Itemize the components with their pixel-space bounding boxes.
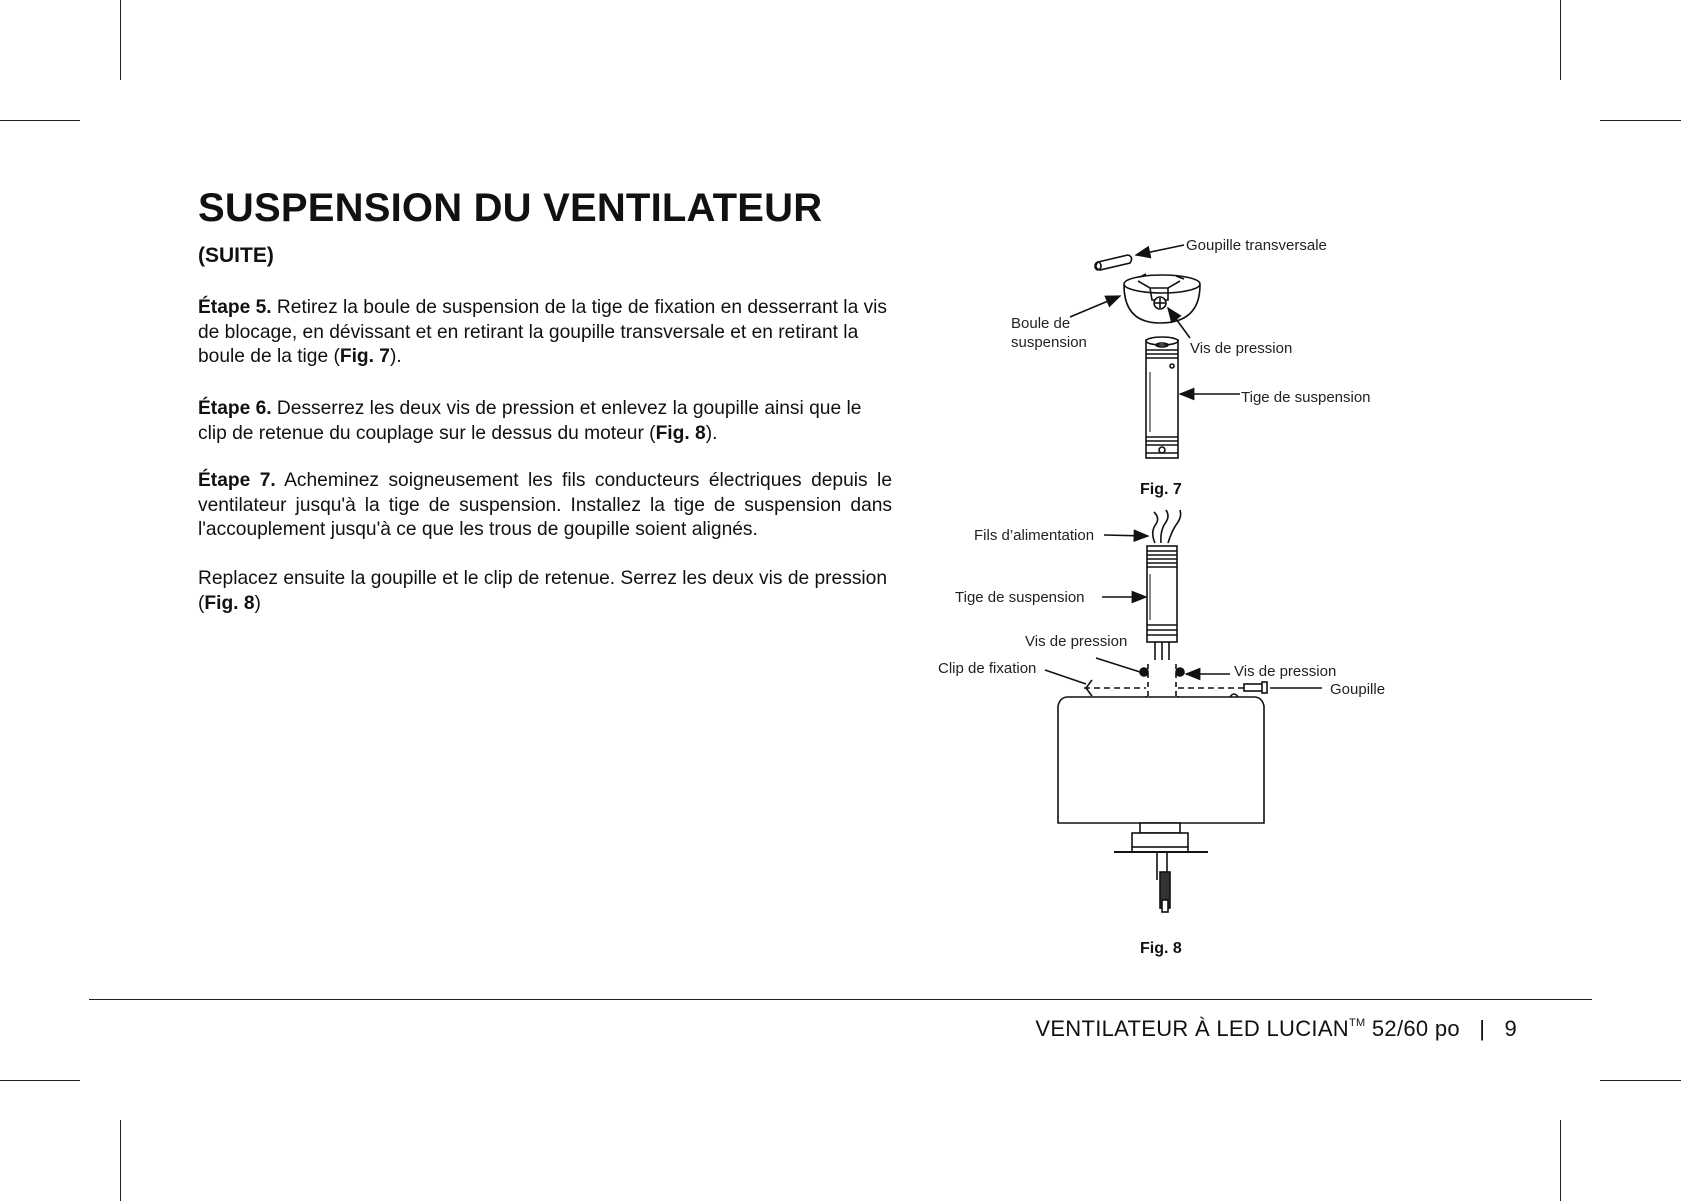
closing-text: Replacez ensuite la goupille et le clip de retenue. Serrez les deux vis de pression ( (198, 568, 888, 614)
step-5-text: Retirez la boule de suspension de la tige de fixation en desserrant la vis de blocage, en dévissant et en retirant la goupille transversale et en retirant la boule de la tige ( (198, 297, 888, 367)
connector-icon (1157, 852, 1170, 912)
coupling-icon (1084, 664, 1250, 700)
footer-trademark: TM (1349, 1017, 1366, 1029)
step-5-fig-ref: Fig. 7 (339, 346, 390, 367)
fig-8-caption: Fig. 8 (1140, 940, 1182, 957)
cross-pin-icon (1095, 255, 1132, 270)
motor-housing-icon (1058, 694, 1264, 852)
step-6-fig-ref: Fig. 8 (655, 422, 706, 444)
footer-product: VENTILATEUR À LED LUCIAN (1035, 1016, 1349, 1041)
fig-8-label-pin: Goupille (1330, 681, 1386, 698)
step-6-text-end: ). (705, 422, 718, 444)
fig-8-label-downrod: Tige de suspension (955, 589, 1085, 606)
step-5-label: Étape 5. (198, 297, 272, 318)
page-number: 9 (1504, 1016, 1517, 1041)
fig-7-label-set-screw: Vis de pression (1190, 340, 1293, 357)
step-6-text: Desserrez les deux vis de pression et enlevez la goupille ainsi que le clip de retenue du couplage sur le dessus du moteur ( (198, 398, 862, 444)
footer-separator: | (1479, 1016, 1486, 1041)
fig-8-label-clip: Clip de fixation (938, 660, 1037, 677)
page-title: SUSPENSION DU VENTILATEUR (198, 186, 823, 230)
downrod-icon (1147, 546, 1177, 660)
step-7-text: Acheminez soigneusement les fils conducteurs électriques depuis le ventilateur jusqu'à la tige de suspension. Installez la tige de suspension dans l'accouplement jusqu'à ce que les trous de goupille soient alignés. (198, 470, 892, 540)
hanger-ball-icon (1124, 274, 1200, 323)
fig-7-label-ball-1: Boule de (1011, 315, 1071, 332)
page-subtitle: (SUITE) (198, 244, 274, 267)
fig-7-label-downrod: Tige de suspension (1241, 389, 1371, 406)
fig-7-label-cross-pin: Goupille transversale (1186, 237, 1327, 254)
page-footer (1035, 1016, 1517, 1042)
fig-7-caption: Fig. 7 (1140, 481, 1182, 498)
power-wires-icon (1153, 510, 1181, 543)
step-6-label: Étape 6. (198, 398, 272, 419)
step-5-text-end: ). (389, 346, 402, 367)
downrod-icon (1146, 337, 1178, 458)
fig-7-label-ball-2: suspension (1011, 334, 1087, 351)
closing-fig-ref: Fig. 8 (204, 592, 255, 614)
footer-size: 52/60 po (1365, 1016, 1460, 1041)
fig-8-label-set-screw-left: Vis de pression (1025, 633, 1128, 650)
step-7-label: Étape 7. (198, 470, 276, 491)
fig-8-label-set-screw-right: Vis de pression (1234, 663, 1337, 680)
pin-icon (1244, 682, 1267, 693)
closing-text-end: ) (254, 592, 261, 614)
footer-divider (89, 999, 1592, 1000)
fig-8-label-wires: Fils d’alimentation (974, 527, 1095, 544)
